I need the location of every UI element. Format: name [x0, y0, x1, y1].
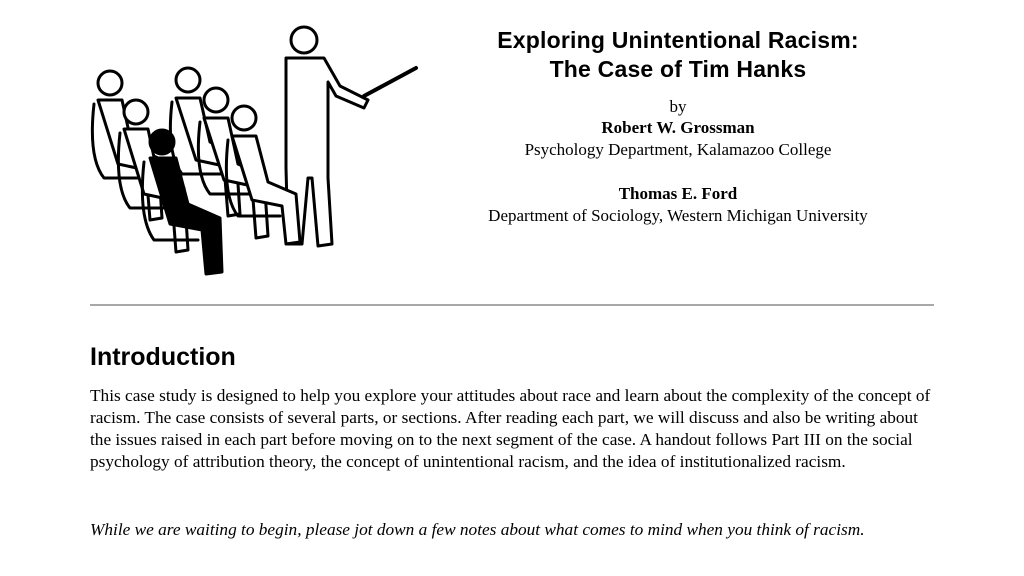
author-affiliation: Department of Sociology, Western Michigan University — [488, 206, 868, 225]
author-name: Robert W. Grossman — [601, 118, 755, 137]
horizontal-divider — [90, 304, 934, 306]
document-title-line-2: The Case of Tim Hanks — [549, 56, 807, 82]
teacher-figure — [286, 27, 416, 246]
author-name: Thomas E. Ford — [618, 184, 738, 203]
by-label: by — [669, 97, 687, 116]
author-affiliation: Psychology Department, Kalamazoo College — [524, 140, 832, 159]
document-header — [440, 26, 916, 227]
intro-paragraph: This case study is designed to help you explore your attitudes about race and learn about the complexity of the concept of racism. The case consists of several parts, or sections. After reading each part, we will discuss and also be writing about the issues raised in each part before moving on to the next segment of the case. A handout follows Part III on the social psychology of attribution theory, the concept of unintentional racism, and the idea of institutionalized racism. — [90, 386, 931, 471]
classroom-lecture-icon — [88, 18, 423, 278]
prompt-paragraph: While we are waiting to begin, please jot down a few notes about what comes to mind when you think of racism. — [90, 520, 865, 539]
document-title-line-1: Exploring Unintentional Racism: — [497, 27, 859, 53]
section-heading: Introduction — [90, 343, 236, 371]
